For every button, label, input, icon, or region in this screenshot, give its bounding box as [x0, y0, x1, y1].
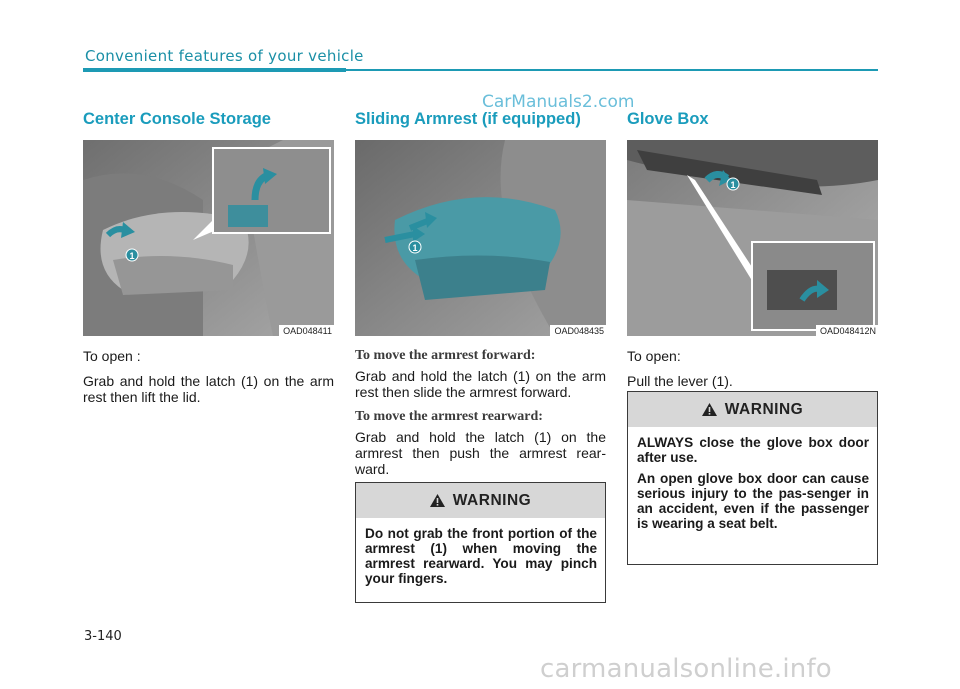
warning-text: ALWAYS close the glove box door after use.	[637, 435, 869, 465]
glove-box-photo	[627, 140, 878, 336]
subheading-forward: To move the armrest forward:	[355, 348, 536, 363]
warning-body	[356, 518, 605, 596]
warning-icon	[430, 494, 445, 507]
section-center-console	[83, 110, 334, 405]
paragraph: Grab and hold the latch (1) on the arm rest then lift the lid.	[83, 373, 334, 405]
warning-box-armrest	[355, 482, 606, 603]
armrest-photo	[355, 140, 606, 336]
warning-header	[628, 392, 877, 427]
warning-icon	[702, 403, 717, 416]
subheading-rearward: To move the armrest rearward:	[355, 409, 543, 424]
section-title: Sliding Armrest (if equipped)	[355, 110, 581, 128]
section-title: Glove Box	[627, 110, 709, 128]
callout-1: 1	[129, 251, 135, 261]
watermark-bottom[interactable]: carmanualsonline.info	[540, 654, 832, 684]
callout-1: 1	[412, 243, 418, 253]
header-rule-accent	[83, 68, 346, 72]
page-number: 3-140	[84, 629, 122, 644]
image-code: OAD048412N	[816, 325, 878, 336]
warning-title: WARNING	[724, 400, 804, 418]
paragraph: Grab and hold the latch (1) on the armrest then push the armrest rear-ward.	[355, 429, 606, 477]
section-glove-box	[627, 110, 878, 389]
paragraph: To open:	[627, 348, 681, 364]
console-photo	[83, 140, 334, 336]
paragraph: Grab and hold the latch (1) on the arm rest then slide the armrest forward.	[355, 368, 606, 400]
watermark-top[interactable]: CarManuals2.com	[482, 92, 635, 112]
header-rule	[346, 69, 878, 71]
warning-text: An open glove box door can cause serious injury to the pas-senger in an accident, even if the passenger is wearing a seat belt.	[637, 471, 869, 531]
chapter-header: Convenient features of your vehicle	[85, 47, 364, 65]
image-code: OAD048435	[550, 325, 606, 336]
callout-1: 1	[730, 180, 736, 190]
warning-title: WARNING	[452, 491, 532, 509]
paragraph: Pull the lever (1).	[627, 373, 733, 389]
image-code: OAD048411	[279, 325, 334, 336]
section-title: Center Console Storage	[83, 110, 271, 128]
paragraph: To open :	[83, 348, 141, 364]
warning-text: Do not grab the front portion of the armrest (1) when moving the armrest rearward. You may pinch your fingers.	[365, 526, 597, 586]
warning-body	[628, 427, 877, 541]
warning-header	[356, 483, 605, 518]
section-sliding-armrest	[355, 110, 606, 477]
warning-box-glove-box	[627, 391, 878, 565]
